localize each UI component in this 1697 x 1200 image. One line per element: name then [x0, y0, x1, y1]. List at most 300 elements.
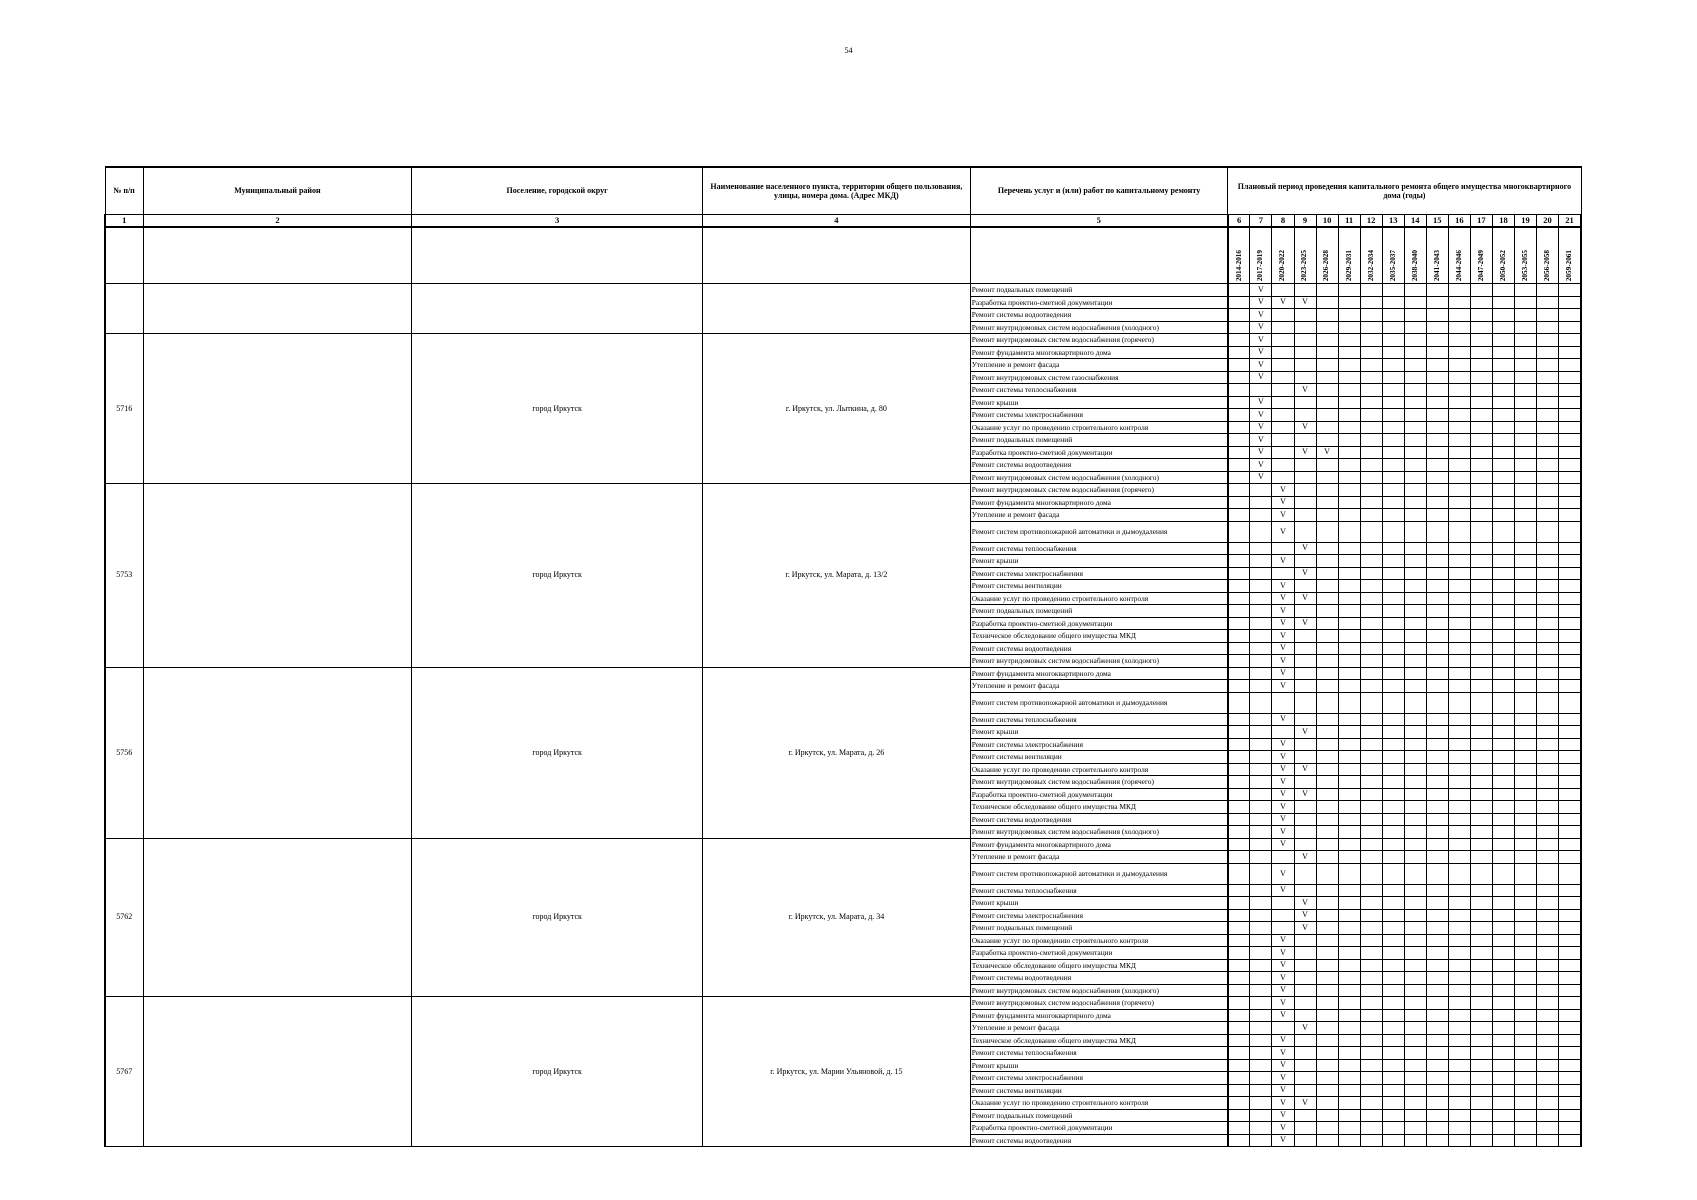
period-cell	[1426, 1134, 1448, 1147]
period-cell	[1559, 909, 1581, 922]
period-cell	[1382, 984, 1404, 997]
table-row	[105, 838, 1581, 851]
work-item: Ремонт системы электроснабжения	[970, 1072, 1228, 1085]
period-cell	[1492, 1034, 1514, 1047]
period-cell	[1360, 321, 1382, 334]
period-cell	[1272, 284, 1294, 297]
row-id: 5756	[105, 667, 143, 838]
district-cell	[143, 334, 412, 484]
period-cell	[1382, 1134, 1404, 1147]
period-cell	[1360, 592, 1382, 605]
period-cell	[1470, 680, 1492, 693]
period-cell	[1338, 309, 1360, 322]
period-cell	[1492, 776, 1514, 789]
period-cell	[1360, 801, 1382, 814]
work-item: Ремонт внутридомовых систем газоснабжения	[970, 371, 1228, 384]
period-cell	[1514, 1072, 1536, 1085]
work-item: Разработка проектно-сметной документации	[970, 446, 1228, 459]
period-cell	[1338, 909, 1360, 922]
period-cell	[1426, 446, 1448, 459]
period-cell	[1426, 496, 1448, 509]
period-cell	[1404, 851, 1426, 864]
period-cell	[1514, 580, 1536, 593]
period-cell	[1316, 1009, 1338, 1022]
period-cell	[1338, 484, 1360, 497]
period-cell	[1470, 580, 1492, 593]
period-cell	[1338, 471, 1360, 484]
period-cell	[1338, 776, 1360, 789]
period-cell	[1228, 713, 1250, 726]
period-cell	[1250, 384, 1272, 397]
period-cell	[1448, 826, 1470, 839]
period-cell	[1294, 959, 1316, 972]
period-cell	[1470, 384, 1492, 397]
period-cell	[1470, 309, 1492, 322]
period-mark: V	[1272, 972, 1294, 985]
period-cell	[1404, 567, 1426, 580]
period-cell	[1228, 801, 1250, 814]
period-cell	[1559, 521, 1581, 542]
period-cell	[1382, 396, 1404, 409]
period-header	[1338, 227, 1360, 284]
period-cell	[1426, 763, 1448, 776]
period-cell	[1559, 409, 1581, 422]
period-cell	[1228, 309, 1250, 322]
period-cell	[1250, 1059, 1272, 1072]
period-cell	[1228, 509, 1250, 522]
period-cell	[1537, 484, 1559, 497]
period-cell	[1448, 726, 1470, 739]
period-cell	[1382, 617, 1404, 630]
period-cell	[1514, 1109, 1536, 1122]
period-cell	[1514, 396, 1536, 409]
period-cell	[1404, 471, 1426, 484]
address-cell: г. Иркутск, ул. Лыткина, д. 80	[703, 334, 971, 484]
period-cell	[1382, 680, 1404, 693]
period-cell	[1537, 726, 1559, 739]
period-label: 2032-2034	[1366, 249, 1375, 281]
work-item: Разработка проектно-сметной документации	[970, 1122, 1228, 1135]
period-cell	[1559, 922, 1581, 935]
period-cell	[1382, 334, 1404, 347]
period-mark: V	[1294, 617, 1316, 630]
period-cell	[1448, 496, 1470, 509]
period-cell	[1316, 726, 1338, 739]
period-cell	[1514, 509, 1536, 522]
period-cell	[1559, 617, 1581, 630]
period-cell	[1294, 521, 1316, 542]
period-cell	[1537, 1072, 1559, 1085]
period-cell	[1470, 1122, 1492, 1135]
period-cell	[1250, 667, 1272, 680]
period-cell	[1537, 384, 1559, 397]
period-cell	[1382, 296, 1404, 309]
period-cell	[1537, 776, 1559, 789]
period-cell	[1492, 1072, 1514, 1085]
period-header	[1492, 227, 1514, 284]
period-cell	[1272, 409, 1294, 422]
period-cell	[1294, 1034, 1316, 1047]
period-cell	[1426, 409, 1448, 422]
period-cell	[1316, 972, 1338, 985]
period-cell	[1426, 751, 1448, 764]
period-cell	[1228, 692, 1250, 713]
period-cell	[1360, 459, 1382, 472]
period-cell	[1404, 813, 1426, 826]
period-cell	[1272, 446, 1294, 459]
period-cell	[1294, 738, 1316, 751]
period-cell	[1382, 509, 1404, 522]
column-number: 20	[1537, 215, 1559, 228]
work-item: Ремонт крыши	[970, 396, 1228, 409]
period-cell	[1382, 922, 1404, 935]
period-cell	[1316, 655, 1338, 668]
header-num: № п/п	[105, 167, 143, 215]
period-cell	[1559, 555, 1581, 568]
period-cell	[1514, 680, 1536, 693]
period-cell	[1426, 371, 1448, 384]
period-cell	[1404, 592, 1426, 605]
period-cell	[1338, 713, 1360, 726]
period-cell	[1228, 471, 1250, 484]
period-cell	[1514, 713, 1536, 726]
period-header	[1294, 227, 1316, 284]
period-cell	[1492, 826, 1514, 839]
period-cell	[1272, 851, 1294, 864]
period-cell	[1338, 1059, 1360, 1072]
work-item: Ремонт системы вентиляции	[970, 751, 1228, 764]
period-mark: V	[1250, 371, 1272, 384]
period-cell	[1250, 592, 1272, 605]
period-cell	[1272, 459, 1294, 472]
period-cell	[1294, 947, 1316, 960]
period-cell	[1404, 396, 1426, 409]
period-header	[1360, 227, 1382, 284]
period-cell	[1360, 922, 1382, 935]
period-header	[1426, 227, 1448, 284]
period-cell	[1404, 1009, 1426, 1022]
period-cell	[1360, 396, 1382, 409]
period-cell	[1316, 496, 1338, 509]
work-item: Ремонт системы теплоснабжения	[970, 884, 1228, 897]
period-cell	[1559, 997, 1581, 1010]
period-cell	[1294, 580, 1316, 593]
period-cell	[1294, 863, 1316, 884]
row-id: 5767	[105, 997, 143, 1147]
period-cell	[1448, 334, 1470, 347]
period-cell	[1470, 434, 1492, 447]
period-cell	[1448, 667, 1470, 680]
period-cell	[1537, 826, 1559, 839]
period-mark: V	[1294, 384, 1316, 397]
period-cell	[1492, 922, 1514, 935]
period-cell	[1228, 959, 1250, 972]
work-item: Ремонт крыши	[970, 1059, 1228, 1072]
period-cell	[1228, 567, 1250, 580]
column-number: 12	[1360, 215, 1382, 228]
period-cell	[1470, 751, 1492, 764]
period-cell	[1294, 838, 1316, 851]
period-cell	[1426, 421, 1448, 434]
work-item: Разработка проектно-сметной документации	[970, 296, 1228, 309]
period-cell	[1514, 484, 1536, 497]
work-item: Ремонт системы электроснабжения	[970, 409, 1228, 422]
period-cell	[1250, 838, 1272, 851]
period-cell	[1250, 567, 1272, 580]
period-cell	[1470, 813, 1492, 826]
period-cell	[1448, 1109, 1470, 1122]
period-cell	[1492, 851, 1514, 864]
period-cell	[1338, 884, 1360, 897]
period-cell	[1404, 359, 1426, 372]
period-mark: V	[1294, 897, 1316, 910]
period-cell	[1228, 1072, 1250, 1085]
period-mark: V	[1272, 617, 1294, 630]
period-cell	[1228, 459, 1250, 472]
period-cell	[1360, 1072, 1382, 1085]
period-cell	[1382, 521, 1404, 542]
period-cell	[1294, 284, 1316, 297]
work-item: Ремонт системы водоотведения	[970, 813, 1228, 826]
empty-header-cell	[703, 227, 971, 284]
period-cell	[1228, 346, 1250, 359]
period-cell	[1470, 897, 1492, 910]
period-cell	[1470, 617, 1492, 630]
period-cell	[1272, 1022, 1294, 1035]
period-cell	[1426, 359, 1448, 372]
period-cell	[1537, 1059, 1559, 1072]
period-cell	[1426, 947, 1448, 960]
period-label: 2041-2043	[1432, 249, 1441, 281]
period-cell	[1294, 346, 1316, 359]
period-cell	[1382, 838, 1404, 851]
period-cell	[1470, 826, 1492, 839]
period-cell	[1404, 346, 1426, 359]
period-cell	[1272, 334, 1294, 347]
period-cell	[1426, 1084, 1448, 1097]
period-cell	[1426, 509, 1448, 522]
work-item: Оказание услуг по проведению строительного контроля	[970, 592, 1228, 605]
period-cell	[1228, 359, 1250, 372]
period-cell	[1228, 751, 1250, 764]
period-cell	[1228, 605, 1250, 618]
period-cell	[1360, 788, 1382, 801]
period-cell	[1404, 1134, 1426, 1147]
period-cell	[1382, 801, 1404, 814]
period-cell	[1514, 371, 1536, 384]
period-cell	[1228, 838, 1250, 851]
period-cell	[1316, 838, 1338, 851]
period-cell	[1559, 334, 1581, 347]
period-cell	[1559, 1022, 1581, 1035]
period-cell	[1316, 296, 1338, 309]
period-cell	[1316, 763, 1338, 776]
period-cell	[1382, 726, 1404, 739]
period-cell	[1316, 826, 1338, 839]
period-cell	[1448, 346, 1470, 359]
work-item: Ремонт фундамента многоквартирного дома	[970, 838, 1228, 851]
work-item: Оказание услуг по проведению строительного контроля	[970, 421, 1228, 434]
period-mark: V	[1272, 863, 1294, 884]
period-cell	[1294, 1122, 1316, 1135]
period-label: 2017-2019	[1256, 249, 1265, 281]
period-cell	[1404, 947, 1426, 960]
period-cell	[1448, 692, 1470, 713]
period-cell	[1537, 788, 1559, 801]
period-cell	[1272, 346, 1294, 359]
period-cell	[1228, 521, 1250, 542]
column-number: 11	[1338, 215, 1360, 228]
period-cell	[1470, 567, 1492, 580]
period-cell	[1448, 801, 1470, 814]
period-cell	[1448, 642, 1470, 655]
period-cell	[1360, 751, 1382, 764]
period-cell	[1316, 713, 1338, 726]
period-cell	[1228, 1009, 1250, 1022]
period-cell	[1514, 346, 1536, 359]
period-mark: V	[1272, 642, 1294, 655]
period-cell	[1382, 751, 1404, 764]
period-cell	[1316, 617, 1338, 630]
period-cell	[1514, 667, 1536, 680]
period-cell	[1228, 947, 1250, 960]
period-mark: V	[1272, 1047, 1294, 1060]
period-mark: V	[1272, 655, 1294, 668]
period-mark: V	[1294, 726, 1316, 739]
period-cell	[1470, 947, 1492, 960]
period-cell	[1514, 334, 1536, 347]
period-mark: V	[1250, 321, 1272, 334]
work-item: Ремонт подвальных помещений	[970, 284, 1228, 297]
period-cell	[1426, 713, 1448, 726]
period-header	[1537, 227, 1559, 284]
period-cell	[1448, 1134, 1470, 1147]
period-cell	[1404, 1059, 1426, 1072]
period-cell	[1537, 1122, 1559, 1135]
period-cell	[1514, 630, 1536, 643]
period-cell	[1470, 713, 1492, 726]
period-cell	[1514, 947, 1536, 960]
period-label: 2014-2016	[1234, 249, 1243, 281]
work-item: Ремонт внутридомовых систем водоснабжения (холодного)	[970, 826, 1228, 839]
work-item: Ремонт системы водоотведения	[970, 1134, 1228, 1147]
period-cell	[1426, 1022, 1448, 1035]
period-cell	[1514, 851, 1536, 864]
period-cell	[1360, 296, 1382, 309]
period-cell	[1250, 959, 1272, 972]
period-cell	[1404, 763, 1426, 776]
column-number: 6	[1228, 215, 1250, 228]
period-cell	[1316, 334, 1338, 347]
period-cell	[1382, 592, 1404, 605]
period-mark: V	[1294, 788, 1316, 801]
period-cell	[1426, 667, 1448, 680]
period-cell	[1294, 434, 1316, 447]
period-cell	[1360, 471, 1382, 484]
period-cell	[1316, 934, 1338, 947]
period-cell	[1338, 667, 1360, 680]
period-mark: V	[1294, 446, 1316, 459]
work-item: Техническое обследование общего имущества МКД	[970, 1034, 1228, 1047]
period-cell	[1470, 396, 1492, 409]
period-cell	[1316, 359, 1338, 372]
period-mark: V	[1272, 1134, 1294, 1147]
period-cell	[1228, 1047, 1250, 1060]
period-cell	[1514, 434, 1536, 447]
period-cell	[1559, 884, 1581, 897]
period-cell	[1448, 421, 1470, 434]
work-item: Оказание услуг по проведению строительного контроля	[970, 934, 1228, 947]
period-cell	[1338, 1122, 1360, 1135]
period-cell	[1537, 567, 1559, 580]
period-cell	[1492, 542, 1514, 555]
period-cell	[1294, 1072, 1316, 1085]
period-cell	[1448, 509, 1470, 522]
period-cell	[1426, 396, 1448, 409]
period-cell	[1360, 763, 1382, 776]
period-cell	[1360, 284, 1382, 297]
period-cell	[1448, 1122, 1470, 1135]
period-cell	[1360, 897, 1382, 910]
period-cell	[1338, 421, 1360, 434]
period-mark: V	[1250, 359, 1272, 372]
period-cell	[1559, 396, 1581, 409]
period-cell	[1426, 592, 1448, 605]
period-cell	[1514, 1047, 1536, 1060]
period-cell	[1559, 838, 1581, 851]
period-cell	[1404, 788, 1426, 801]
period-cell	[1426, 484, 1448, 497]
period-cell	[1228, 421, 1250, 434]
period-cell	[1426, 580, 1448, 593]
period-cell	[1272, 321, 1294, 334]
period-cell	[1559, 471, 1581, 484]
period-cell	[1294, 692, 1316, 713]
period-cell	[1559, 738, 1581, 751]
period-mark: V	[1272, 680, 1294, 693]
period-cell	[1250, 1072, 1272, 1085]
period-cell	[1316, 947, 1338, 960]
period-cell	[1360, 1047, 1382, 1060]
period-mark: V	[1294, 592, 1316, 605]
period-cell	[1514, 997, 1536, 1010]
period-cell	[1448, 592, 1470, 605]
period-cell	[1470, 1084, 1492, 1097]
period-cell	[1404, 334, 1426, 347]
period-cell	[1338, 592, 1360, 605]
period-mark: V	[1250, 459, 1272, 472]
column-number: 5	[970, 215, 1228, 228]
period-cell	[1448, 384, 1470, 397]
settlement-cell: город Иркутск	[412, 838, 703, 997]
period-label: 2050-2052	[1498, 249, 1507, 281]
period-cell	[1426, 296, 1448, 309]
period-cell	[1470, 371, 1492, 384]
period-cell	[1404, 997, 1426, 1010]
period-cell	[1559, 484, 1581, 497]
period-cell	[1492, 984, 1514, 997]
period-cell	[1448, 838, 1470, 851]
period-cell	[1294, 1059, 1316, 1072]
work-item: Ремонт системы электроснабжения	[970, 567, 1228, 580]
period-cell	[1514, 972, 1536, 985]
period-cell	[1470, 1059, 1492, 1072]
period-cell	[1470, 801, 1492, 814]
period-cell	[1492, 630, 1514, 643]
period-cell	[1426, 984, 1448, 997]
period-cell	[1338, 521, 1360, 542]
period-cell	[1360, 934, 1382, 947]
